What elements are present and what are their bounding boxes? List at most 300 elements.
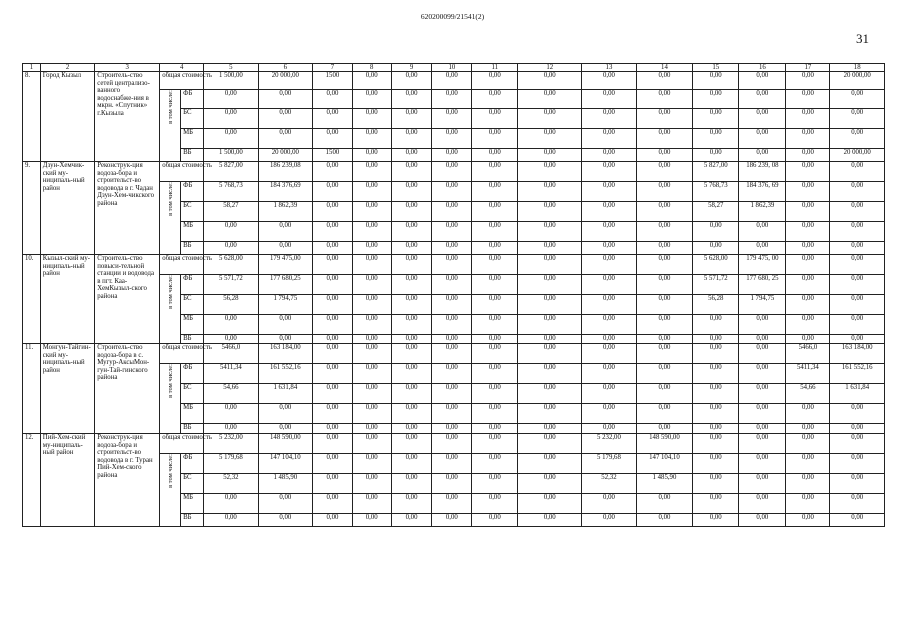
value-cell: 0,00 [830,295,885,315]
value-cell: 0,00 [582,514,636,527]
value-cell: 0,00 [739,404,786,424]
value-cell: 0,00 [313,129,353,149]
value-cell: 0,00 [432,404,472,424]
value-cell: 0,00 [391,149,432,162]
value-cell: 0,00 [472,90,518,109]
value-cell: 0,00 [582,90,636,109]
value-cell: 0,00 [432,242,472,255]
value-cell: 0,00 [352,202,391,222]
value-cell: 0,00 [518,295,582,315]
value-cell: 0,00 [391,222,432,242]
value-cell: 0,00 [582,364,636,384]
value-cell: 0,00 [582,424,636,434]
value-cell: 0,00 [786,182,830,202]
project-row [23,344,885,364]
fund-code: БС [181,109,204,129]
fund-code: ВБ [181,424,204,434]
value-cell: 0,00 [432,90,472,109]
project-name: Реконструк-ция водоза-бора и строительст-во водовода в г. Туран Пий-Хем-ского района [95,434,160,527]
value-cell: 0,00 [391,72,432,90]
value-cell: 0,00 [786,335,830,344]
value-cell: 0,00 [472,514,518,527]
value-cell: 0,00 [391,404,432,424]
value-cell: 0,00 [432,344,472,364]
value-cell: 0,00 [636,255,693,275]
value-cell: 147 104,10 [636,454,693,474]
value-cell: 0,00 [830,275,885,295]
value-cell: 147 104,10 [258,454,312,474]
value-cell: 179 475,00 [258,255,312,275]
value-cell: 0,00 [693,454,739,474]
value-cell: 0,00 [432,275,472,295]
value-cell: 0,00 [518,315,582,335]
value-cell: 0,00 [582,344,636,364]
fund-code: ВБ [181,335,204,344]
value-cell: 0,00 [391,182,432,202]
value-cell: 0,00 [739,384,786,404]
value-cell: 184 376, 69 [739,182,786,202]
column-header: 8 [352,64,391,72]
value-cell: 0,00 [313,222,353,242]
value-cell: 0,00 [786,514,830,527]
value-cell: 0,00 [204,424,258,434]
value-cell: 0,00 [693,129,739,149]
value-cell: 0,00 [432,494,472,514]
including-label [160,364,181,434]
column-header: 3 [95,64,160,72]
value-cell: 186 239, 08 [739,162,786,182]
value-cell: 0,00 [739,335,786,344]
value-cell: 0,00 [582,384,636,404]
value-cell: 0,00 [352,454,391,474]
value-cell: 0,00 [352,72,391,90]
value-cell: 0,00 [786,315,830,335]
value-cell: 5 628,00 [204,255,258,275]
value-cell: 0,00 [786,162,830,182]
value-cell: 0,00 [518,202,582,222]
value-cell: 0,00 [391,514,432,527]
value-cell: 0,00 [830,474,885,494]
value-cell: 0,00 [636,315,693,335]
value-cell: 0,00 [693,149,739,162]
value-cell: 0,00 [786,202,830,222]
value-cell: 0,00 [258,514,312,527]
value-cell: 1 631,84 [258,384,312,404]
value-cell: 1 794,75 [739,295,786,315]
fund-code: ФБ [181,90,204,109]
total-cost-label: общая стоимость [160,434,204,454]
value-cell: 20 000,00 [258,149,312,162]
value-cell: 0,00 [786,404,830,424]
value-cell: 0,00 [391,295,432,315]
value-cell: 5411,34 [786,364,830,384]
value-cell: 0,00 [472,162,518,182]
value-cell: 0,00 [313,434,353,454]
value-cell: 0,00 [432,295,472,315]
value-cell: 0,00 [830,434,885,454]
value-cell: 5 179,68 [582,454,636,474]
value-cell: 0,00 [391,90,432,109]
value-cell: 0,00 [636,202,693,222]
value-cell: 0,00 [432,364,472,384]
value-cell: 186 239,08 [258,162,312,182]
value-cell: 0,00 [432,72,472,90]
value-cell: 0,00 [786,149,830,162]
fund-code: БС [181,384,204,404]
row-number: 11. [23,344,41,434]
column-header: 12 [518,64,582,72]
value-cell: 0,00 [352,255,391,275]
value-cell: 0,00 [204,129,258,149]
value-cell: 5411,34 [204,364,258,384]
fund-code: МБ [181,494,204,514]
value-cell: 0,00 [636,182,693,202]
fund-code: БС [181,474,204,494]
value-cell: 0,00 [739,90,786,109]
value-cell: 0,00 [786,424,830,434]
value-cell: 0,00 [582,295,636,315]
value-cell: 0,00 [693,404,739,424]
value-cell: 0,00 [313,90,353,109]
value-cell: 0,00 [830,514,885,527]
value-cell: 0,00 [693,222,739,242]
value-cell: 0,00 [739,222,786,242]
value-cell: 0,00 [258,335,312,344]
including-label-text: в том числе: [166,90,174,124]
value-cell: 0,00 [582,162,636,182]
value-cell: 0,00 [258,404,312,424]
value-cell: 1500 [313,72,353,90]
value-cell: 0,00 [518,404,582,424]
project-row [23,255,885,275]
value-cell: 0,00 [739,315,786,335]
value-cell: 1 485,90 [258,474,312,494]
column-header: 11 [472,64,518,72]
value-cell: 0,00 [391,255,432,275]
value-cell: 0,00 [739,242,786,255]
value-cell: 0,00 [391,424,432,434]
value-cell: 0,00 [391,162,432,182]
value-cell: 54,66 [204,384,258,404]
value-cell: 0,00 [313,275,353,295]
value-cell: 5 827,00 [204,162,258,182]
value-cell: 0,00 [391,129,432,149]
value-cell: 0,00 [582,182,636,202]
fund-code: МБ [181,315,204,335]
value-cell: 56,28 [693,295,739,315]
value-cell: 0,00 [693,364,739,384]
value-cell: 5 232,00 [582,434,636,454]
value-cell: 0,00 [636,404,693,424]
value-cell: 0,00 [693,474,739,494]
value-cell: 0,00 [352,315,391,335]
value-cell: 0,00 [636,344,693,364]
value-cell: 0,00 [582,275,636,295]
value-cell: 163 184,00 [258,344,312,364]
value-cell: 0,00 [582,149,636,162]
value-cell: 0,00 [352,182,391,202]
value-cell: 0,00 [693,335,739,344]
row-number: 8. [23,72,41,162]
value-cell: 0,00 [391,494,432,514]
value-cell: 0,00 [204,109,258,129]
total-cost-label: общая стоимость [160,162,204,182]
column-header: 1 [23,64,41,72]
row-number: 9. [23,162,41,255]
district-name: Пий-Хем-ский му-ниципаль-ный район [40,434,94,527]
including-label [160,182,181,255]
value-cell: 0,00 [830,129,885,149]
value-cell: 0,00 [786,109,830,129]
including-label [160,275,181,344]
value-cell: 1 862,39 [258,202,312,222]
value-cell: 5 827,00 [693,162,739,182]
value-cell: 0,00 [739,129,786,149]
value-cell: 0,00 [352,149,391,162]
value-cell: 0,00 [391,384,432,404]
value-cell: 0,00 [636,494,693,514]
value-cell: 0,00 [204,90,258,109]
value-cell: 0,00 [204,315,258,335]
value-cell: 0,00 [313,315,353,335]
value-cell: 5466,0 [786,344,830,364]
value-cell: 0,00 [786,255,830,275]
value-cell: 0,00 [432,182,472,202]
value-cell: 20 000,00 [830,72,885,90]
value-cell: 0,00 [693,344,739,364]
fund-code: ВБ [181,149,204,162]
value-cell: 0,00 [313,162,353,182]
value-cell: 0,00 [636,162,693,182]
value-cell: 0,00 [258,129,312,149]
value-cell: 0,00 [472,315,518,335]
value-cell: 0,00 [636,109,693,129]
value-cell: 0,00 [518,474,582,494]
column-header: 9 [391,64,432,72]
value-cell: 0,00 [391,474,432,494]
value-cell: 1 862,39 [739,202,786,222]
value-cell: 0,00 [518,242,582,255]
value-cell: 0,00 [636,514,693,527]
value-cell: 0,00 [204,242,258,255]
value-cell: 0,00 [352,344,391,364]
value-cell: 0,00 [472,109,518,129]
value-cell: 0,00 [518,514,582,527]
value-cell: 0,00 [472,454,518,474]
value-cell: 0,00 [582,202,636,222]
value-cell: 0,00 [352,434,391,454]
value-cell: 0,00 [693,90,739,109]
value-cell: 0,00 [313,474,353,494]
value-cell: 0,00 [830,335,885,344]
total-cost-label: общая стоимость [160,255,204,275]
value-cell: 0,00 [432,384,472,404]
value-cell: 0,00 [518,454,582,474]
value-cell: 0,00 [582,315,636,335]
value-cell: 0,00 [830,255,885,275]
value-cell: 0,00 [739,514,786,527]
value-cell: 0,00 [313,494,353,514]
value-cell: 0,00 [391,364,432,384]
fund-code: ФБ [181,275,204,295]
value-cell: 0,00 [432,162,472,182]
value-cell: 0,00 [432,149,472,162]
value-cell: 0,00 [258,494,312,514]
value-cell: 0,00 [352,275,391,295]
fund-code: ВБ [181,514,204,527]
value-cell: 0,00 [739,364,786,384]
value-cell: 0,00 [432,129,472,149]
total-cost-label: общая стоимость [160,72,204,90]
value-cell: 0,00 [432,434,472,454]
value-cell: 58,27 [204,202,258,222]
value-cell: 0,00 [432,109,472,129]
value-cell: 0,00 [258,222,312,242]
value-cell: 0,00 [518,149,582,162]
value-cell: 0,00 [391,344,432,364]
value-cell: 0,00 [636,295,693,315]
value-cell: 0,00 [258,90,312,109]
value-cell: 0,00 [352,494,391,514]
value-cell: 0,00 [472,275,518,295]
value-cell: 0,00 [830,182,885,202]
value-cell: 56,28 [204,295,258,315]
value-cell: 0,00 [204,404,258,424]
value-cell: 0,00 [472,424,518,434]
value-cell: 179 475, 00 [739,255,786,275]
value-cell: 0,00 [432,454,472,474]
value-cell: 0,00 [693,109,739,129]
value-cell: 0,00 [352,335,391,344]
value-cell: 0,00 [258,424,312,434]
column-header: 5 [204,64,258,72]
value-cell: 0,00 [582,335,636,344]
project-name: Строитель-ство водоза-бора в с. Мугур-АксыМон-гун-Тай-гинского района [95,344,160,434]
value-cell: 0,00 [693,494,739,514]
value-cell: 52,32 [204,474,258,494]
value-cell: 0,00 [830,404,885,424]
value-cell: 0,00 [786,295,830,315]
value-cell: 0,00 [636,222,693,242]
value-cell: 5 628,00 [693,255,739,275]
value-cell: 1 500,00 [204,72,258,90]
value-cell: 0,00 [582,129,636,149]
value-cell: 0,00 [786,129,830,149]
column-header: 17 [786,64,830,72]
fund-code: ВБ [181,242,204,255]
value-cell: 0,00 [258,109,312,129]
value-cell: 0,00 [352,514,391,527]
value-cell: 0,00 [472,494,518,514]
value-cell: 1 631,84 [830,384,885,404]
value-cell: 0,00 [693,242,739,255]
value-cell: 1 485,90 [636,474,693,494]
value-cell: 0,00 [582,72,636,90]
column-header: 14 [636,64,693,72]
column-header: 6 [258,64,312,72]
value-cell: 0,00 [313,295,353,315]
value-cell: 0,00 [739,494,786,514]
value-cell: 0,00 [472,364,518,384]
value-cell: 0,00 [518,129,582,149]
fund-code: БС [181,202,204,222]
value-cell: 0,00 [352,242,391,255]
value-cell: 0,00 [472,255,518,275]
value-cell: 0,00 [313,109,353,129]
value-cell: 161 552,16 [830,364,885,384]
value-cell: 0,00 [391,202,432,222]
value-cell: 0,00 [518,424,582,434]
value-cell: 0,00 [786,90,830,109]
value-cell: 0,00 [258,315,312,335]
document-id: 620200099/21541(2) [420,12,485,21]
value-cell: 0,00 [391,454,432,474]
value-cell: 0,00 [739,474,786,494]
value-cell: 0,00 [739,344,786,364]
value-cell: 0,00 [518,222,582,242]
value-cell: 5 232,00 [204,434,258,454]
value-cell: 0,00 [636,90,693,109]
value-cell: 0,00 [739,149,786,162]
value-cell: 0,00 [693,434,739,454]
value-cell: 0,00 [830,424,885,434]
value-cell: 0,00 [432,255,472,275]
value-cell: 0,00 [518,72,582,90]
row-number: 12. [23,434,41,527]
value-cell: 0,00 [313,202,353,222]
value-cell: 0,00 [352,424,391,434]
value-cell: 0,00 [204,222,258,242]
value-cell: 0,00 [518,364,582,384]
project-row [23,434,885,454]
fund-code: ФБ [181,182,204,202]
value-cell: 0,00 [786,494,830,514]
column-header: 2 [40,64,94,72]
value-cell: 0,00 [352,474,391,494]
project-row [23,72,885,90]
total-cost-label: общая стоимость [160,344,204,364]
value-cell: 0,00 [432,474,472,494]
value-cell: 0,00 [830,109,885,129]
value-cell: 0,00 [518,275,582,295]
project-name: Реконструк-ция водоза-бора и строительст-во водовода в г. Чадан Дзун-Хем-чикского района [95,162,160,255]
value-cell: 0,00 [636,242,693,255]
district-name: Город Кызыл [40,72,94,162]
value-cell: 5 571,72 [693,275,739,295]
value-cell: 0,00 [313,242,353,255]
value-cell: 0,00 [582,404,636,424]
column-header: 16 [739,64,786,72]
value-cell: 148 590,00 [258,434,312,454]
value-cell: 0,00 [432,202,472,222]
value-cell: 0,00 [518,335,582,344]
value-cell: 1500 [313,149,353,162]
fund-code: БС [181,295,204,315]
value-cell: 0,00 [636,275,693,295]
value-cell: 0,00 [352,222,391,242]
value-cell: 0,00 [352,404,391,424]
project-name: Строитель-ство повыси-тельной станции и водовода в пгт. Каа-ХемКызыл-ского района [95,255,160,344]
fund-code: МБ [181,222,204,242]
value-cell: 0,00 [472,242,518,255]
value-cell: 0,00 [518,255,582,275]
value-cell: 0,00 [313,344,353,364]
value-cell: 0,00 [518,90,582,109]
value-cell: 0,00 [352,109,391,129]
value-cell: 0,00 [204,514,258,527]
district-name: Кызыл-ский му-ниципаль-ный район [40,255,94,344]
value-cell: 54,66 [786,384,830,404]
